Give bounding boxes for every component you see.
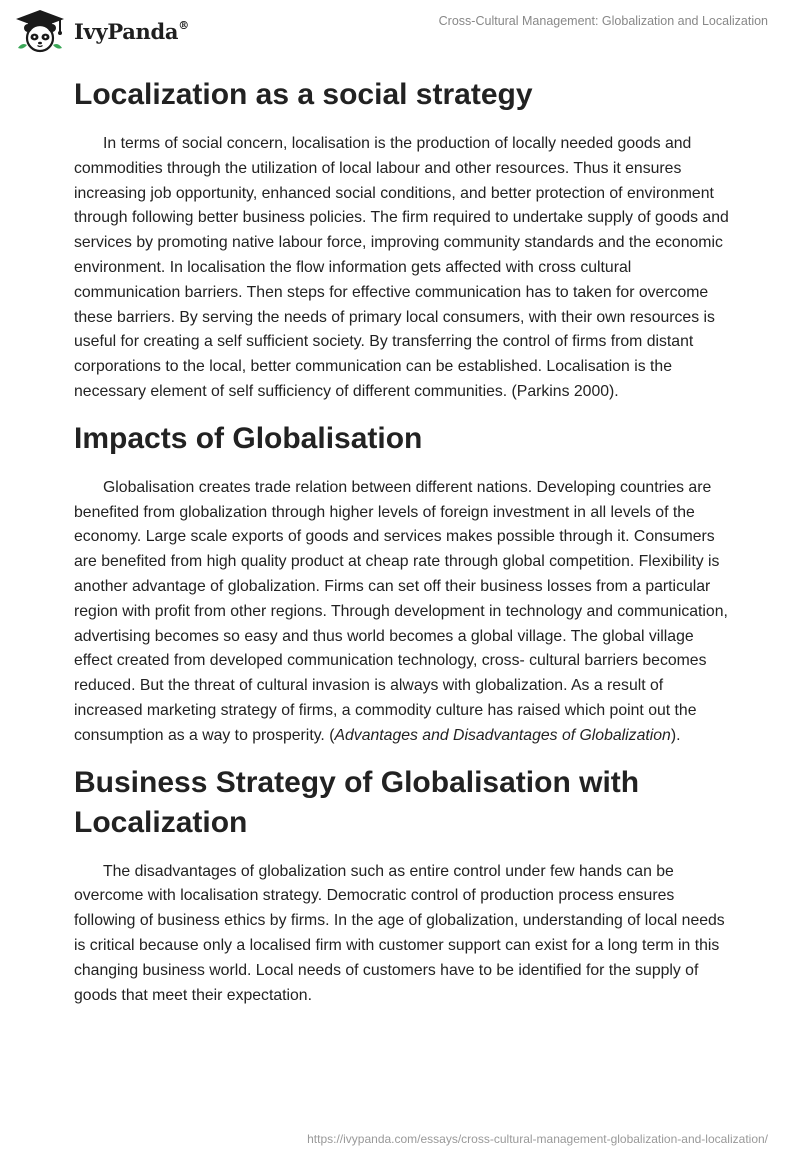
- ivypanda-logo[interactable]: [12, 8, 189, 54]
- section-paragraph: The disadvantages of globalization such as entire control under few hands can be overcome with localisation strategy. Democratic control of production process ensures following of business ethics by firms. In the age of globalization, understanding of local needs is critical because only a localised firm with customer support can exist for a long term in this changing business world. Local needs of customers have to be identified for the supply of goods that meet their expectation.: [74, 862, 725, 1004]
- section-paragraph: Globalisation creates trade relation between different nations. Developing countries are benefited from globalization through higher levels of foreign investment in all levels of the economy. Large scale exports of goods and services makes possible through it. Consumers are benefited from high quality product at cheap rate through global competition. Flexibility is another advantage of globalization. Firms can set off their business losses from a particular region with profit from other regions. Through development in technology and communication, advertising becomes so easy and thus world becomes a global village. The global village effect created from developed communication technology, cross- cultural barriers becomes reduced. But the threat of cultural invasion is always with globalization. As a result of increased marketing strategy of firms, a commodity culture has raised which point out the consumption as a way to prosperity. (Advantages and Disadvantages of Globalization).: [74, 478, 728, 744]
- section-heading: Impacts of Globalisation: [74, 421, 423, 455]
- panda-graduate-icon: [12, 8, 68, 54]
- article-body: [74, 70, 734, 1008]
- section-heading: Localization as a social strategy: [74, 78, 533, 111]
- brand-name: IvyPanda®: [74, 18, 189, 44]
- document-title: Cross-Cultural Management: Globalization and Localization: [438, 14, 768, 28]
- section-paragraph: In terms of social concern, localisation is the production of locally needed goods and commodities through the utilization of local labour and other resources. Thus it ensures increasing job opportunity, enhanced social conditions, and better protection of environment through following better business policies. The firm required to undertake supply of goods and services by promoting native labour force, improving community standards and the economic environment. In localisation the flow information gets affected with cross cultural communication barriers. Then steps for effective communication has to taken for overcome these barriers. By serving the needs of primary local consumers, with their own resources is useful for creating a self sufficient society. By transferring the control of firms from distant corporations to the local, better communication can be established. Localisation is the necessary element of self sufficiency of different communities. (Parkins 2000).: [74, 135, 729, 400]
- citation-italic: Advantages and Disadvantages of Globalization: [334, 726, 671, 744]
- source-url[interactable]: https://ivypanda.com/essays/cross-cultural-management-globalization-and-localization/: [307, 1132, 768, 1146]
- section-heading: Business Strategy of Globalisation with Localization: [74, 765, 640, 839]
